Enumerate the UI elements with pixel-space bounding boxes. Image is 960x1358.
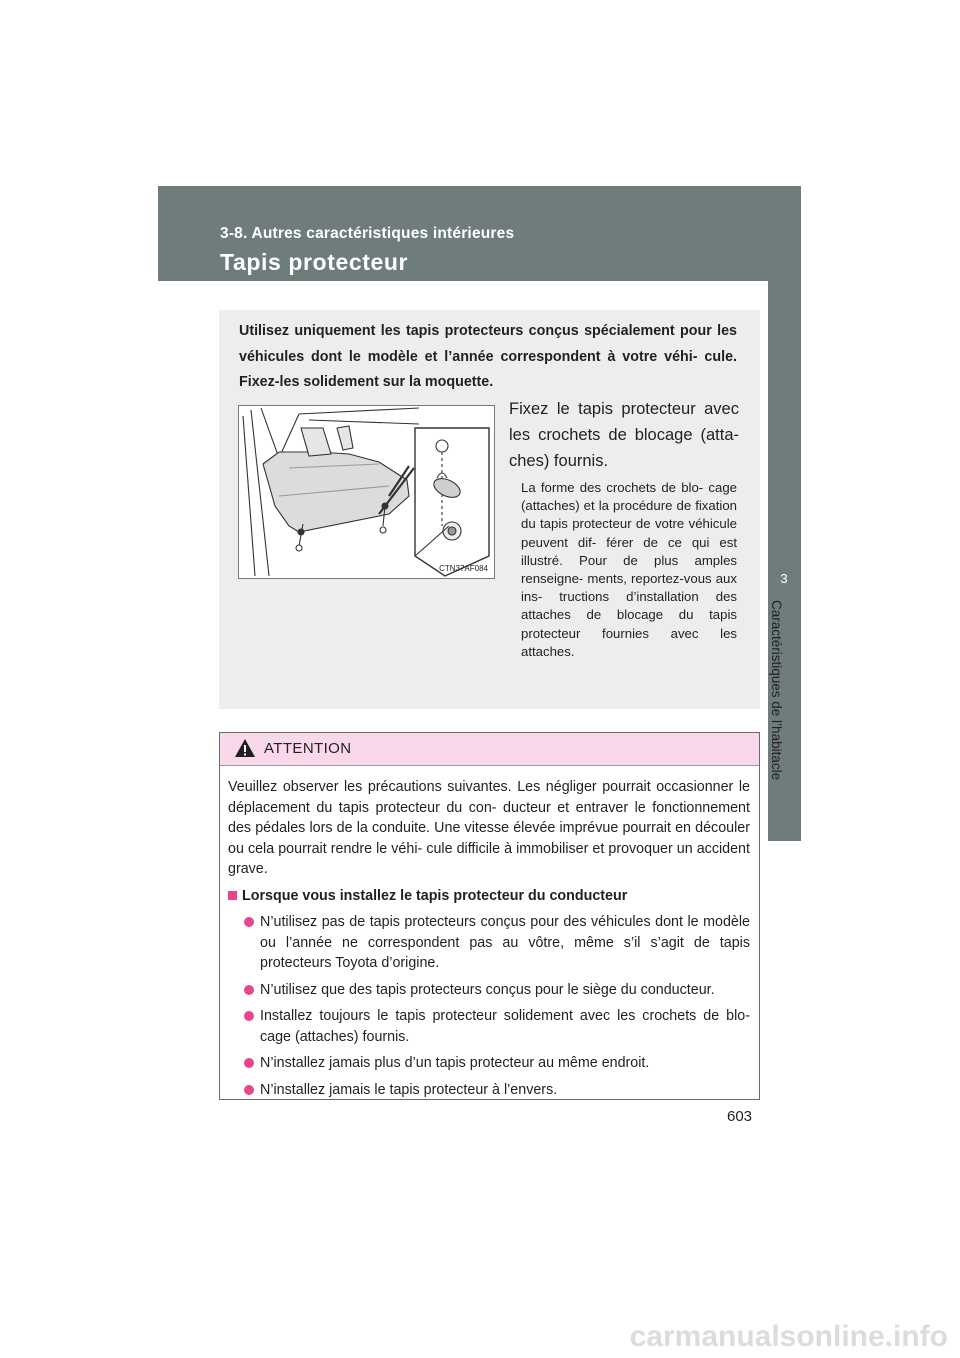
caution-bullet-text: N’utilisez pas de tapis protecteurs conçus pour des véhicules dont le modèle ou l’année ne correspondent pas au vôtre, même s’il s’agit de tapis protecteurs Toyota d’origine. [260, 914, 750, 971]
instruction-text: Fixez le tapis protecteur avec les crochets de blocage (atta- ches) fournis. [509, 400, 739, 470]
note-text: La forme des crochets de blo- cage (attaches) et la procédure de fixation du tapis protecteur de votre véhicule peuvent dif- férer de ce qui est illustré. Pour de plus amples renseigne- ments, reportez-vous aux ins- tructions d’installation des attaches de blocage du tapis protecteur fournies avec les attaches. [521, 480, 737, 659]
caution-bullet-text: N’installez jamais le tapis protecteur à l’envers. [260, 1081, 558, 1098]
caution-title: ATTENTION [264, 740, 352, 757]
page-number: 603 [727, 1108, 753, 1125]
caution-bullet-text: N’utilisez que des tapis protecteurs conçus pour le siège du conducteur. [260, 981, 715, 998]
side-tab-number: 3 [780, 571, 788, 586]
svg-text:carmanualsonline.info: carmanualsonline.info [629, 1320, 948, 1353]
intro-text: Utilisez uniquement les tapis protecteurs conçus spécialement pour les véhicules dont le modèle et l’année correspondent à votre véhi- cule. Fixez-les solidement sur la moquette. [239, 323, 737, 390]
caution-bullet-text: Installez toujours le tapis protecteur solidement avec les crochets de blo- cage (attaches) fournis. [260, 1008, 750, 1045]
page-title: Tapis protecteur [220, 249, 409, 275]
caution-subheading-text: Lorsque vous installez le tapis protecteur du conducteur [242, 887, 628, 904]
figure-code: CTN37AF084 [439, 564, 488, 573]
caution-intro: Veuillez observer les précautions suivantes. Les négliger pourrait occasionner le déplacement du tapis protecteur du con- ducteur et entraver le fonctionnement des pédales lors de la conduite. Une vitesse élevée imprévue pourrait en découler ou cela pourrait rendre le véhi- cule difficile à immobiliser et provoquer un accident grave. [228, 779, 750, 877]
side-tab-label: Caractéristiques de l’habitacle [769, 600, 784, 781]
caution-bullet-text: N’installez jamais plus d’un tapis protecteur au même endroit. [260, 1055, 650, 1071]
section-label: 3-8. Autres caractéristiques intérieures [220, 225, 515, 242]
